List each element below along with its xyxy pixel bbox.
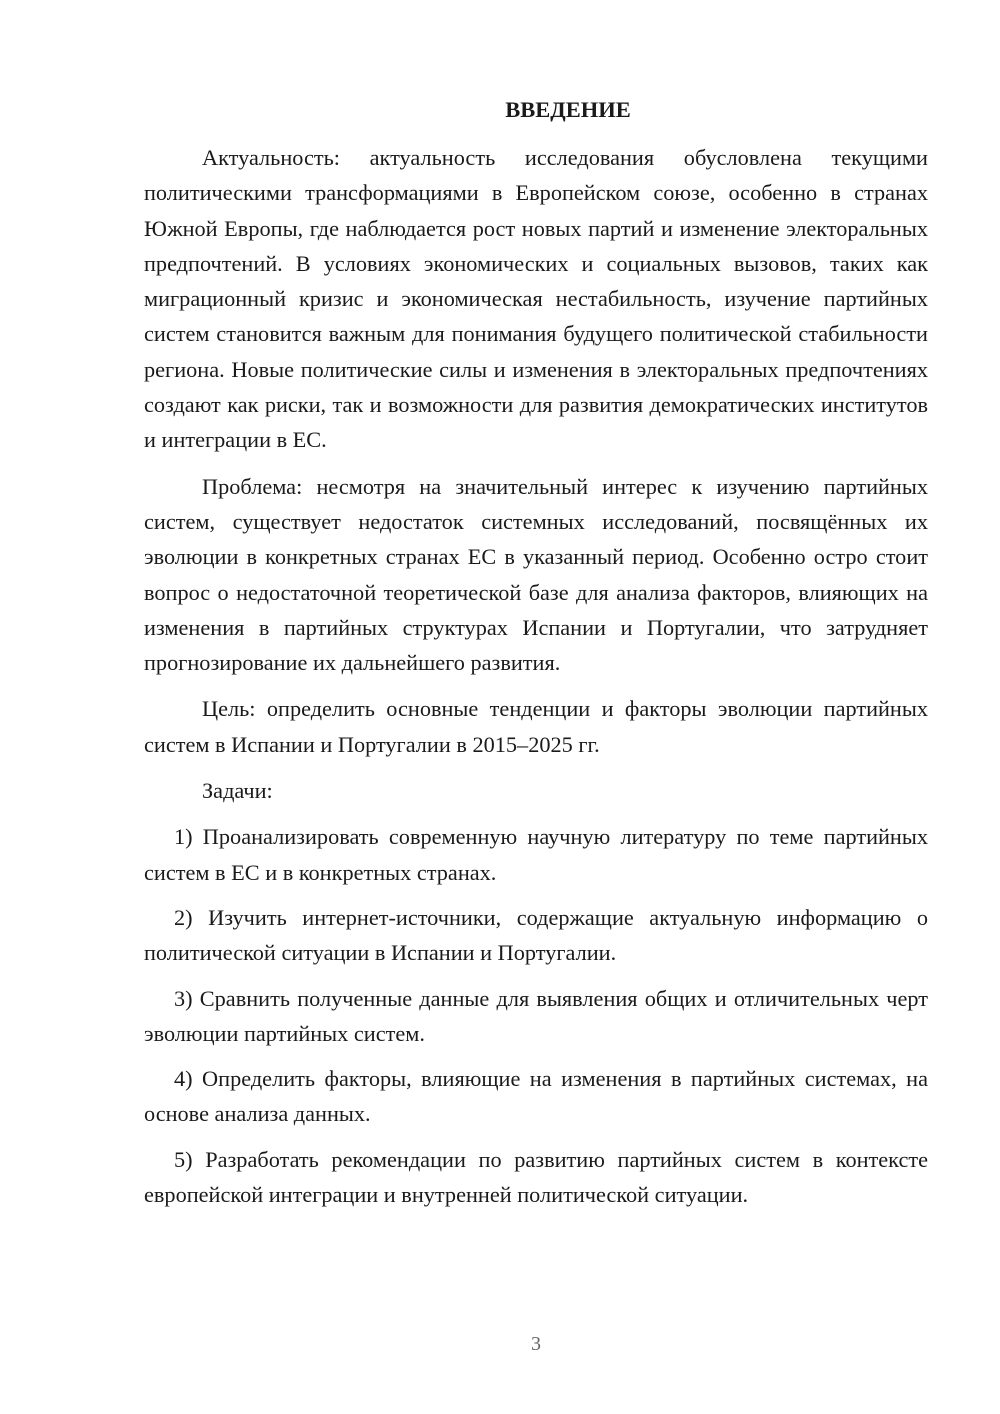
task-item-2: 2) Изучить интернет-источники, содержащие актуальную информацию о политической ситуации в Испании и Португалии.: [144, 904, 928, 966]
task-item-1: 1) Проанализировать современную научную литературу по теме партийных систем в ЕС и в конкретных странах.: [144, 824, 928, 885]
paragraph-relevance: Актуальность: актуальность исследования обусловлена текущими политическими трансформациями в Европейском союзе, особенно в странах Южной Европы, где наблюдается рост новых партий и изменение электоральных предпочтений. В условиях экономических и социальных вызовов, таких как миграционный кризис и экономическая нестабильность, изучение партийных систем становится важным для понимания будущего политической стабильности региона. Новые политические силы и изменения в электоральных предпочтениях создают как риски, так и возможности для развития демократических институтов и интеграции в ЕС.: [144, 145, 928, 453]
page-content: [144, 92, 928, 1222]
task-item-4: 4) Определить факторы, влияющие на изменения в партийных системах, на основе анализа данных.: [144, 1066, 928, 1127]
task-item-5: 5) Разработать рекомендации по развитию партийных систем в контексте европейской интеграции и внутренней политической ситуации.: [144, 1146, 928, 1208]
page-number: 3: [531, 1333, 541, 1355]
paragraph-goal: Цель: определить основные тенденции и факторы эволюции партийных систем в Испании и Португалии в 2015–2025 гг.: [144, 696, 928, 757]
paragraph-problem: Проблема: несмотря на значительный интерес к изучению партийных систем, существует недостаток системных исследований, посвящённых их эволюции в конкретных странах ЕС в указанный период. Особенно остро стоит вопрос о недостаточной теоретической базе для анализа факторов, влияющих на изменения в партийных структурах Испании и Португалии, что затрудняет прогнозирование их дальнейшего развития.: [144, 473, 928, 676]
page-title: ВВЕДЕНИЕ: [505, 97, 631, 122]
task-item-3: 3) Сравнить полученные данные для выявления общих и отличительных черт эволюции партийных систем.: [144, 985, 928, 1046]
tasks-heading: Задачи:: [202, 778, 273, 804]
